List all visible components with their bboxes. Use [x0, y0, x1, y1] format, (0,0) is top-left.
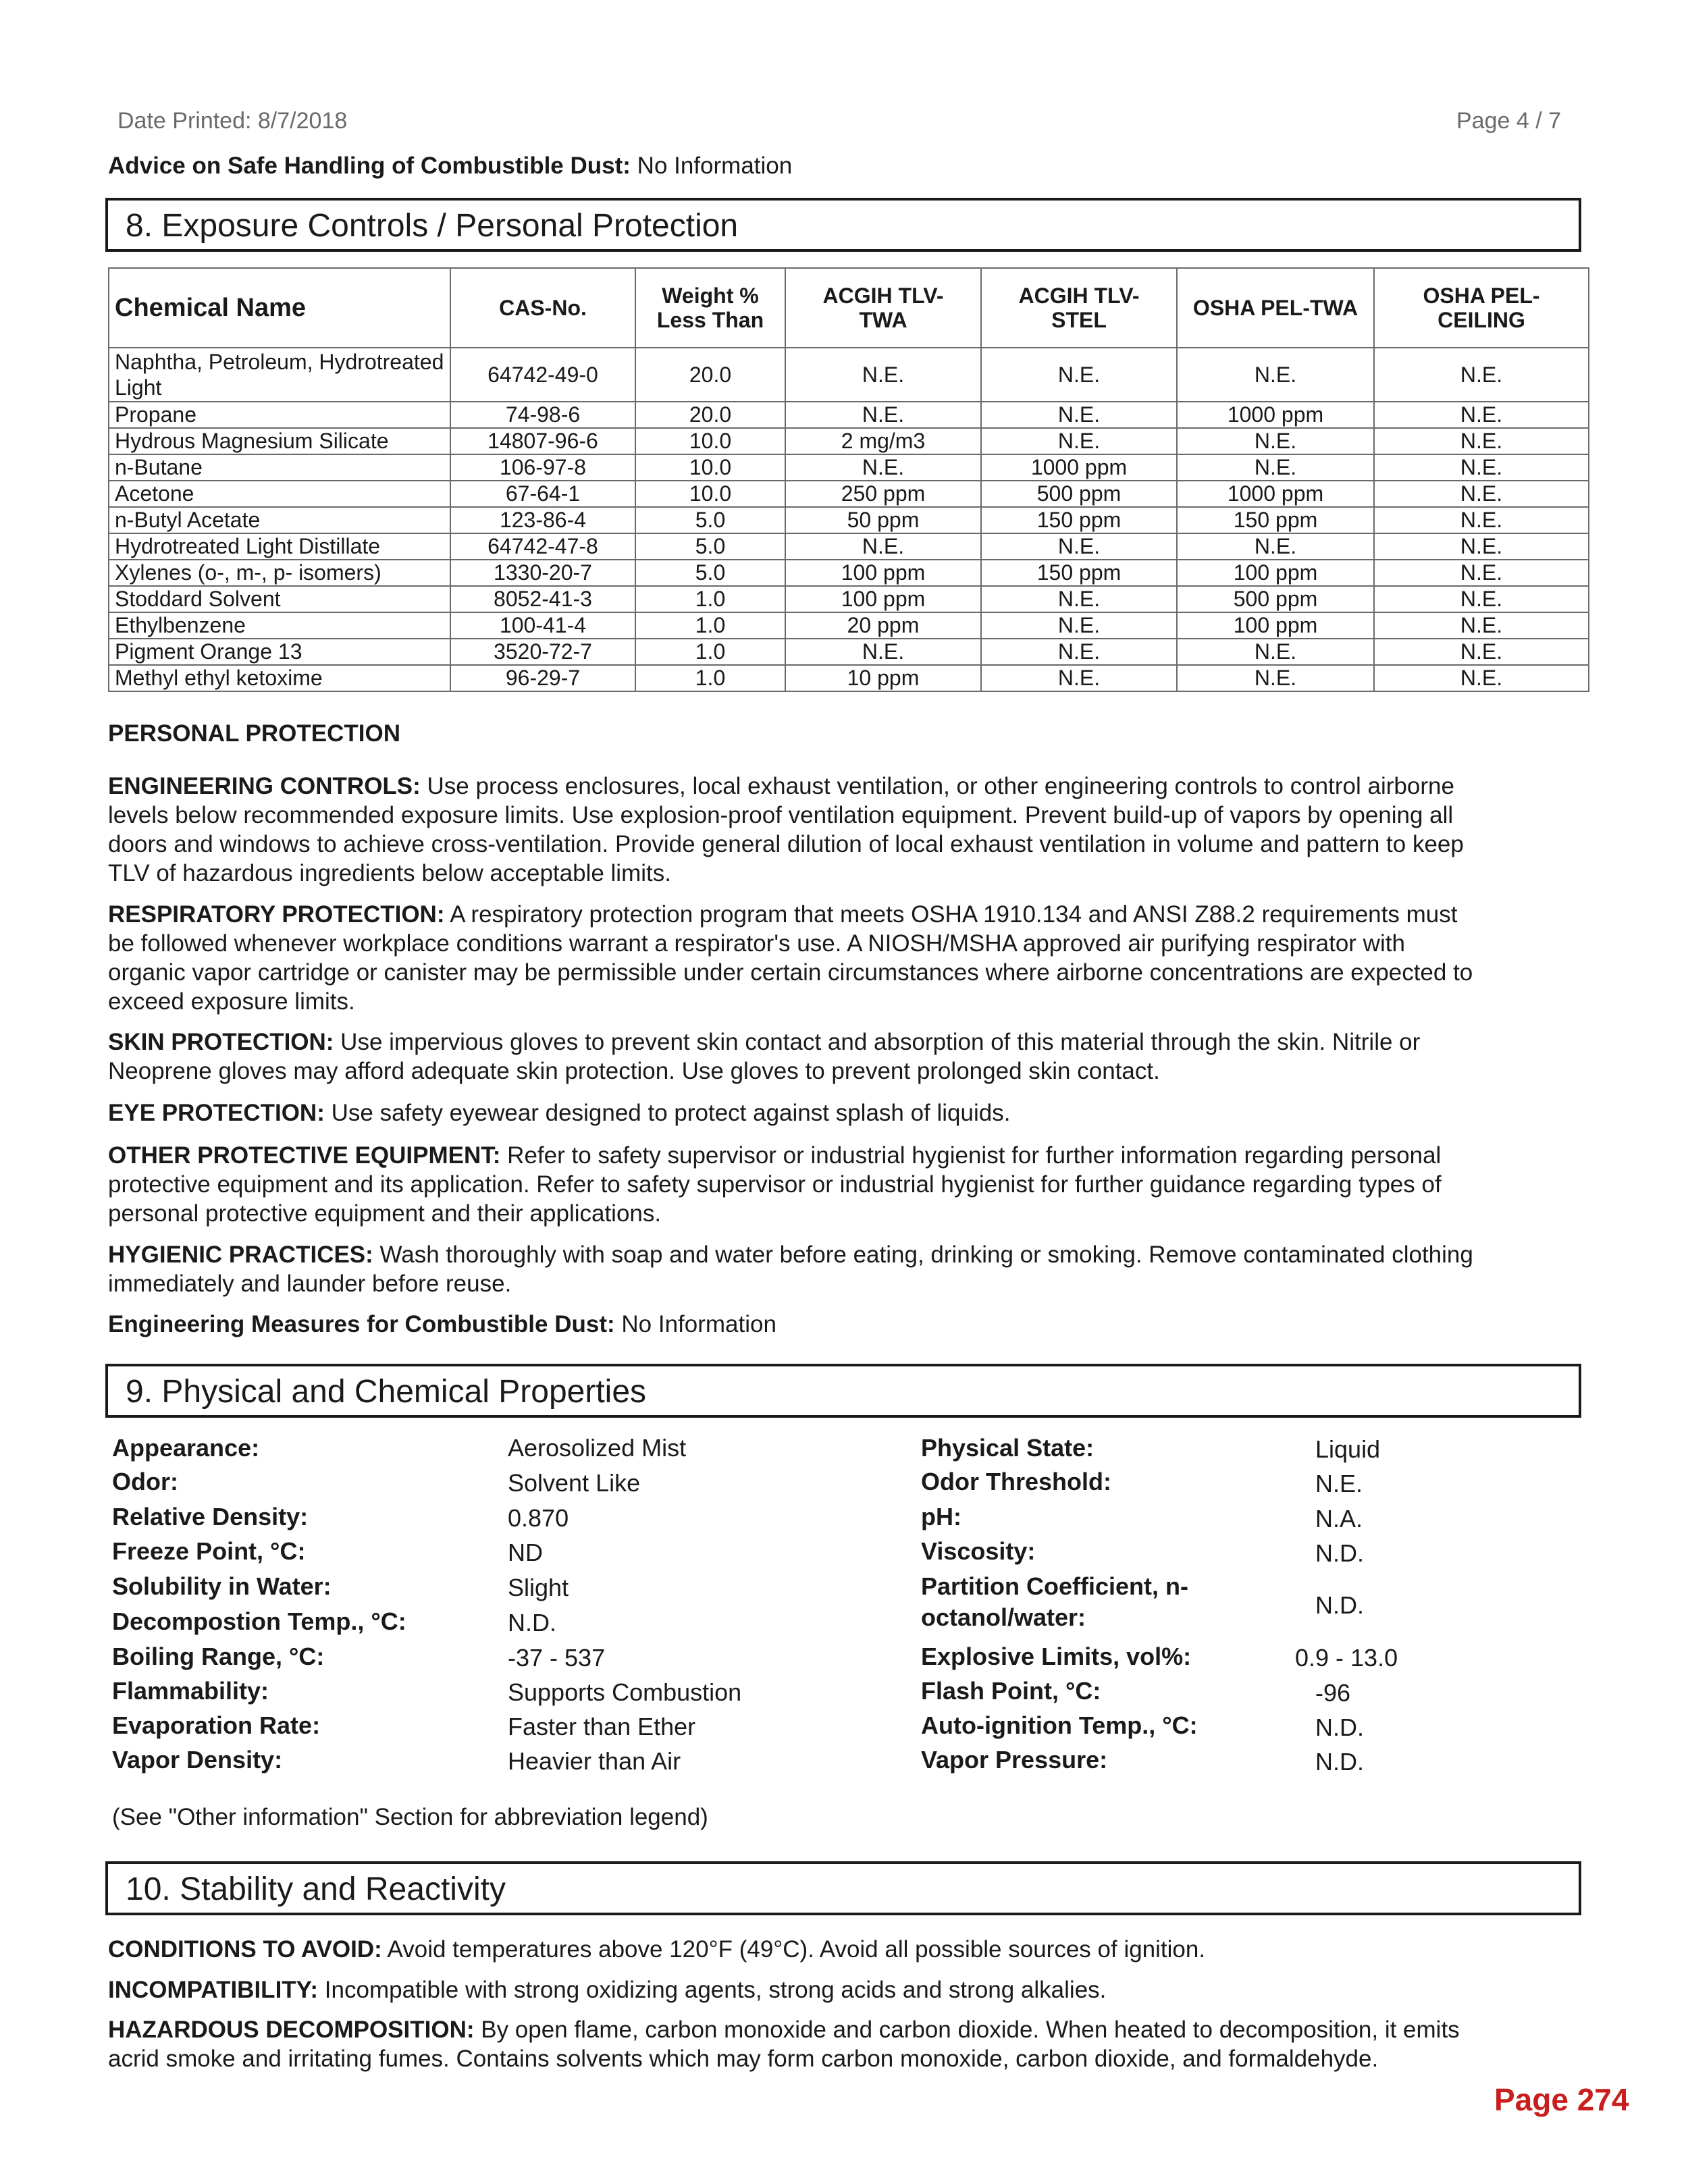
table-cell: 14807-96-6: [450, 428, 635, 454]
table-cell: 250 ppm: [785, 481, 981, 507]
prop-label: Solubility in Water:: [112, 1572, 332, 1600]
prop-label: Flammability:: [112, 1677, 269, 1705]
table-cell: n-Butyl Acetate: [109, 507, 450, 533]
table-cell: N.E.: [785, 402, 981, 428]
table-cell: Propane: [109, 402, 450, 428]
table-cell: N.E.: [785, 348, 981, 402]
table-cell: N.E.: [1374, 639, 1589, 665]
engineering-controls: [108, 772, 1580, 888]
prop-value: N.D.: [1315, 1713, 1364, 1741]
prop-label: Freeze Point, °C:: [112, 1537, 306, 1565]
table-cell: N.E.: [1177, 454, 1374, 481]
table-row: [109, 454, 1589, 481]
table-cell: N.E.: [1374, 507, 1589, 533]
prop-value: N.D.: [1315, 1748, 1364, 1776]
table-cell: 150 ppm: [981, 560, 1177, 586]
skin-line-1: Use impervious gloves to prevent skin contact and absorption of this material through the skin. Nitrile or: [334, 1029, 1421, 1055]
hygienic-line-1: Wash thoroughly with soap and water before eating, drinking or smoking. Remove contaminated clothing: [373, 1242, 1473, 1268]
prop-value: Slight: [508, 1574, 569, 1601]
respiratory-line-4: exceed exposure limits.: [108, 988, 355, 1015]
prop-value: N.A.: [1315, 1505, 1363, 1533]
prop-value: N.D.: [508, 1609, 556, 1636]
table-cell: 96-29-7: [450, 665, 635, 691]
table-cell: N.E.: [981, 533, 1177, 560]
table-cell: Hydrous Magnesium Silicate: [109, 428, 450, 454]
table-cell: 100 ppm: [785, 586, 981, 612]
prop-label: Explosive Limits, vol%:: [921, 1643, 1192, 1670]
skin-protection: [108, 1028, 1580, 1086]
table-row: [109, 481, 1589, 507]
table-cell: N.E.: [1374, 454, 1589, 481]
conditions-value: Avoid temperatures above 120°F (49°C). Avoid all possible sources of ignition.: [381, 1936, 1206, 1963]
prop-label: Partition Coefficient, n-: [921, 1572, 1188, 1600]
section-10-header: [105, 1861, 1581, 1915]
prop-value: -96: [1315, 1679, 1351, 1707]
prop-value: Faster than Ether: [508, 1713, 696, 1740]
prop-label: Vapor Density:: [112, 1746, 283, 1774]
prop-value: Solvent Like: [508, 1469, 641, 1497]
table-cell: N.E.: [981, 428, 1177, 454]
incompat-label: INCOMPATIBILITY:: [108, 1977, 319, 2003]
column-header: Chemical Name: [109, 268, 450, 348]
table-row: [109, 507, 1589, 533]
table-cell: N.E.: [981, 639, 1177, 665]
hazardous-decomposition: [108, 2015, 1580, 2073]
table-cell: N.E.: [1177, 533, 1374, 560]
prop-value: N.D.: [1315, 1539, 1364, 1567]
advice-dust-value: No Information: [637, 153, 793, 179]
engineering-line-1: Use process enclosures, local exhaust ventilation, or other engineering controls to control airborne: [420, 773, 1454, 799]
table-row: [109, 533, 1589, 560]
table-cell: 500 ppm: [981, 481, 1177, 507]
table-cell: N.E.: [1374, 665, 1589, 691]
table-cell: Hydrotreated Light Distillate: [109, 533, 450, 560]
table-cell: 1000 ppm: [1177, 402, 1374, 428]
table-cell: Stoddard Solvent: [109, 586, 450, 612]
table-cell: N.E.: [1374, 348, 1589, 402]
column-header: Weight % Less Than: [635, 268, 785, 348]
table-cell: 10.0: [635, 428, 785, 454]
table-cell: 5.0: [635, 533, 785, 560]
conditions-label: CONDITIONS TO AVOID:: [108, 1936, 382, 1963]
prop-value: Liquid: [1315, 1435, 1381, 1463]
table-cell: 3520-72-7: [450, 639, 635, 665]
section-8-header: [105, 198, 1581, 252]
prop-label: Boiling Range, °C:: [112, 1643, 325, 1670]
table-cell: Pigment Orange 13: [109, 639, 450, 665]
table-cell: 123-86-4: [450, 507, 635, 533]
table-cell: N.E.: [785, 639, 981, 665]
advice-dust-label: Advice on Safe Handling of Combustible Dust:: [108, 153, 631, 179]
hazdecomp-line-1: By open flame, carbon monoxide and carbon dioxide. When heated to decomposition, it emits: [474, 2017, 1460, 2043]
table-row: [109, 560, 1589, 586]
table-cell: N.E.: [1374, 612, 1589, 639]
table-cell: 1330-20-7: [450, 560, 635, 586]
incompat-value: Incompatible with strong oxidizing agents, strong acids and strong alkalies.: [318, 1977, 1107, 2003]
hygienic-line-2: immediately and launder before reuse.: [108, 1271, 512, 1297]
table-cell: 1.0: [635, 586, 785, 612]
column-header: ACGIH TLV- TWA: [785, 268, 981, 348]
table-cell: N.E.: [1374, 428, 1589, 454]
other-protective-equipment: [108, 1141, 1580, 1228]
table-row: [109, 586, 1589, 612]
table-cell: N.E.: [1374, 481, 1589, 507]
table-cell: 1.0: [635, 612, 785, 639]
abbreviation-note: (See "Other information" Section for abbreviation legend): [112, 1804, 708, 1830]
engineering-line-2: levels below recommended exposure limits. Use explosion-proof ventilation equipment. Prevent build-up of vapors by opening all: [108, 802, 1454, 828]
table-cell: 20.0: [635, 402, 785, 428]
other-label: OTHER PROTECTIVE EQUIPMENT:: [108, 1142, 501, 1169]
eng-dust-value: No Information: [614, 1311, 776, 1337]
table-cell: N.E.: [1177, 639, 1374, 665]
table-cell: N.E.: [981, 612, 1177, 639]
eye-protection: [108, 1098, 1580, 1127]
table-cell: N.E.: [981, 348, 1177, 402]
table-cell: 20.0: [635, 348, 785, 402]
page-number: Page 4 / 7: [1456, 108, 1562, 134]
table-cell: 1000 ppm: [981, 454, 1177, 481]
table-header-row: [109, 268, 1589, 348]
table-cell: 10.0: [635, 454, 785, 481]
table-cell: 74-98-6: [450, 402, 635, 428]
table-cell: 1.0: [635, 665, 785, 691]
table-cell: 100 ppm: [1177, 612, 1374, 639]
table-cell: 64742-47-8: [450, 533, 635, 560]
prop-label: Relative Density:: [112, 1503, 309, 1530]
column-header: OSHA PEL- CEILING: [1374, 268, 1589, 348]
table-cell: Acetone: [109, 481, 450, 507]
table-cell: 20 ppm: [785, 612, 981, 639]
prop-value: Aerosolized Mist: [508, 1434, 687, 1462]
respiratory-line-3: organic vapor cartridge or canister may be permissible under certain circumstances where airborne concentrations are expected to: [108, 959, 1473, 986]
other-line-1: Refer to safety supervisor or industrial hygienist for further information regarding personal: [500, 1142, 1442, 1169]
section-9-title: 9. Physical and Chemical Properties: [126, 1374, 647, 1410]
prop-value: -37 - 537: [508, 1644, 606, 1672]
prop-label: Vapor Pressure:: [921, 1746, 1108, 1774]
table-row: [109, 402, 1589, 428]
prop-label: Viscosity:: [921, 1537, 1036, 1565]
prop-value: N.D.: [1315, 1591, 1364, 1619]
prop-value: 0.870: [508, 1504, 569, 1532]
hazdecomp-line-2: acrid smoke and irritating fumes. Contains solvents which may form carbon monoxide, carbon dioxide, and formaldehyde.: [108, 2046, 1379, 2072]
column-header: CAS-No.: [450, 268, 635, 348]
table-cell: N.E.: [785, 454, 981, 481]
table-cell: 100 ppm: [1177, 560, 1374, 586]
column-header: ACGIH TLV- STEL: [981, 268, 1177, 348]
table-cell: 2 mg/m3: [785, 428, 981, 454]
table-cell: 1000 ppm: [1177, 481, 1374, 507]
table-cell: N.E.: [1177, 348, 1374, 402]
hazdecomp-label: HAZARDOUS DECOMPOSITION:: [108, 2017, 475, 2043]
eye-line-1: Use safety eyewear designed to protect against splash of liquids.: [324, 1100, 1011, 1126]
prop-label: Odor Threshold:: [921, 1468, 1111, 1495]
table-cell: N.E.: [1177, 428, 1374, 454]
prop-value: Heavier than Air: [508, 1747, 681, 1775]
table-row: [109, 612, 1589, 639]
table-row: [109, 428, 1589, 454]
engineering-line-4: TLV of hazardous ingredients below acceptable limits.: [108, 860, 671, 886]
eye-label: EYE PROTECTION:: [108, 1100, 325, 1126]
respiratory-protection: [108, 900, 1580, 1016]
table-cell: 100 ppm: [785, 560, 981, 586]
table-cell: 8052-41-3: [450, 586, 635, 612]
table-cell: N.E.: [981, 665, 1177, 691]
table-cell: 500 ppm: [1177, 586, 1374, 612]
eng-dust-label: Engineering Measures for Combustible Dust:: [108, 1311, 615, 1337]
hygienic-label: HYGIENIC PRACTICES:: [108, 1242, 373, 1268]
prop-value: ND: [508, 1539, 543, 1566]
prop-value: N.E.: [1315, 1470, 1363, 1497]
table-row: [109, 665, 1589, 691]
table-cell: 100-41-4: [450, 612, 635, 639]
other-line-2: protective equipment and its application. Refer to safety supervisor or industrial hygienist for further guidance regarding types of: [108, 1171, 1442, 1198]
conditions-to-avoid: [108, 1935, 1580, 1964]
table-cell: 150 ppm: [981, 507, 1177, 533]
table-cell: Methyl ethyl ketoxime: [109, 665, 450, 691]
respiratory-line-1: A respiratory protection program that meets OSHA 1910.134 and ANSI Z88.2 requirements must: [444, 901, 1458, 928]
table-cell: 50 ppm: [785, 507, 981, 533]
table-cell: 1.0: [635, 639, 785, 665]
exposure-table: [108, 267, 1589, 692]
table-cell: 106-97-8: [450, 454, 635, 481]
table-cell: Xylenes (o-, m-, p- isomers): [109, 560, 450, 586]
skin-label: SKIN PROTECTION:: [108, 1029, 334, 1055]
page-stamp: Page 274: [1494, 2082, 1629, 2117]
advice-dust: [108, 151, 1580, 180]
table-cell: 5.0: [635, 507, 785, 533]
section-10-title: 10. Stability and Reactivity: [126, 1871, 506, 1907]
prop-label: Physical State:: [921, 1434, 1094, 1462]
prop-value: Supports Combustion: [508, 1678, 742, 1706]
section-9-header: [105, 1364, 1581, 1418]
table-cell: N.E.: [1374, 586, 1589, 612]
table-row: [109, 639, 1589, 665]
date-printed: Date Printed: 8/7/2018: [117, 108, 348, 134]
column-header: OSHA PEL-TWA: [1177, 268, 1374, 348]
table-cell: 150 ppm: [1177, 507, 1374, 533]
table-cell: N.E.: [1374, 533, 1589, 560]
personal-protection-heading: PERSONAL PROTECTION: [108, 720, 401, 747]
prop-label: Flash Point, °C:: [921, 1677, 1101, 1705]
table-cell: 10 ppm: [785, 665, 981, 691]
prop-label: Evaporation Rate:: [112, 1711, 321, 1739]
table-cell: 5.0: [635, 560, 785, 586]
prop-label: pH:: [921, 1503, 961, 1530]
prop-label: Odor:: [112, 1468, 178, 1495]
hygienic-practices: [108, 1240, 1580, 1298]
other-line-3: personal protective equipment and their applications.: [108, 1200, 662, 1227]
table-cell: N.E.: [981, 402, 1177, 428]
engineering-line-3: doors and windows to achieve cross-ventilation. Provide general dilution of local exhaust ventilation in volume and pattern to keep: [108, 831, 1464, 857]
prop-label: Appearance:: [112, 1434, 260, 1462]
table-cell: Naphtha, Petroleum, Hydrotreated Light: [109, 348, 450, 402]
table-cell: N.E.: [981, 586, 1177, 612]
table-cell: N.E.: [785, 533, 981, 560]
respiratory-line-2: be followed whenever workplace conditions warrant a respirator's use. A NIOSH/MSHA approved air purifying respirator with: [108, 930, 1405, 957]
engineering-label: ENGINEERING CONTROLS:: [108, 773, 421, 799]
table-cell: N.E.: [1374, 560, 1589, 586]
table-cell: Ethylbenzene: [109, 612, 450, 639]
section-8-title: 8. Exposure Controls / Personal Protection: [126, 208, 739, 244]
prop-value: 0.9 - 13.0: [1295, 1644, 1398, 1672]
table-row: [109, 348, 1589, 402]
skin-line-2: Neoprene gloves may afford adequate skin protection. Use gloves to prevent prolonged skin contact.: [108, 1058, 1160, 1084]
table-cell: N.E.: [1177, 665, 1374, 691]
prop-label: Auto-ignition Temp., °C:: [921, 1711, 1198, 1739]
table-cell: N.E.: [1374, 402, 1589, 428]
engineering-dust: [108, 1310, 1580, 1339]
prop-label: Decompostion Temp., °C:: [112, 1607, 406, 1635]
table-cell: 64742-49-0: [450, 348, 635, 402]
respiratory-label: RESPIRATORY PROTECTION:: [108, 901, 445, 928]
table-cell: 67-64-1: [450, 481, 635, 507]
incompatibility: [108, 1975, 1580, 2004]
table-cell: 10.0: [635, 481, 785, 507]
prop-label: octanol/water:: [921, 1603, 1086, 1631]
table-cell: n-Butane: [109, 454, 450, 481]
